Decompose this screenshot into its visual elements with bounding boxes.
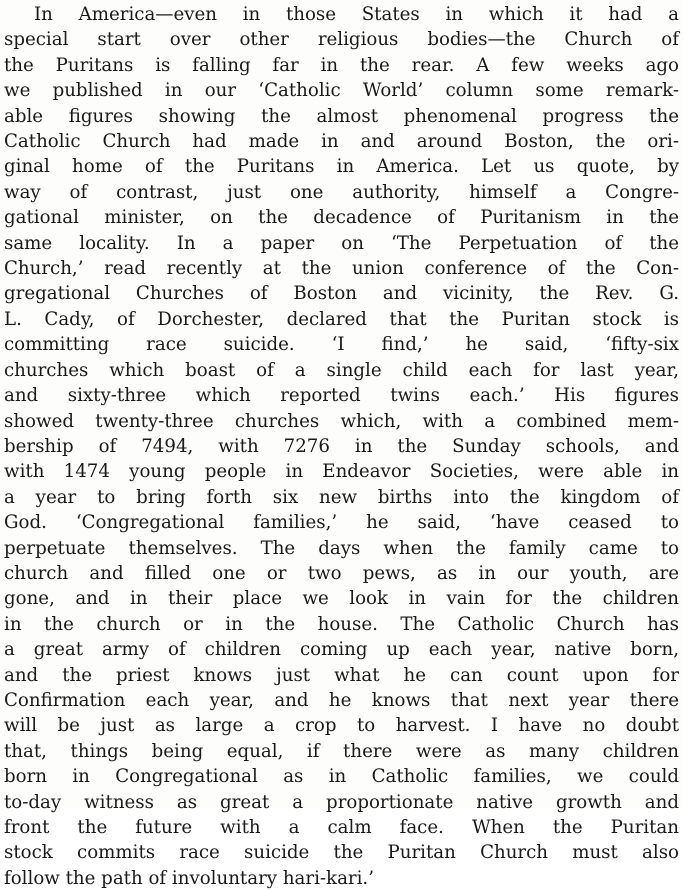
text-line: God. ‘Congregational families,’ he said, ‘have ceased to — [4, 512, 679, 534]
text-line: special start over other religious bodies—the Church of — [4, 29, 679, 51]
text-line: that, things being equal, if there were as many children — [4, 740, 679, 762]
text-line: born in Congregational as in Catholic families, we could — [4, 766, 679, 788]
text-line: with 1474 young people in Endeavor Societies, were able in — [4, 461, 679, 483]
text-line: a year to bring forth six new births into the kingdom of — [4, 486, 679, 508]
text-line: committing race suicide. ‘I find,’ he said, ‘fifty-six — [4, 334, 679, 356]
article-paragraph — [4, 2, 679, 891]
text-line: able figures showing the almost phenomenal progress the — [4, 105, 679, 127]
text-line: to-day witness as great a proportionate native growth and — [4, 791, 679, 813]
text-line: follow the path of involuntary hari-kari.’ — [4, 867, 374, 889]
text-line: showed twenty-three churches which, with a combined mem- — [4, 410, 679, 432]
text-line: gational minister, on the decadence of Puritanism in the — [4, 207, 679, 229]
text-line: In America—even in those States in which it had a — [34, 4, 679, 25]
text-line: front the future with a calm face. When the Puritan — [4, 817, 679, 838]
text-line: gone, and in their place we look in vain for the children — [4, 588, 679, 610]
text-line: stock commits race suicide the Puritan Church must also — [4, 842, 679, 864]
text-line: church and filled one or two pews, as in our youth, are — [4, 562, 679, 584]
text-line: gregational Churches of Boston and vicinity, the Rev. G. — [4, 283, 679, 305]
text-line: Church,’ read recently at the union conference of the Con- — [4, 258, 679, 280]
text-line: bership of 7494, with 7276 in the Sunday schools, and — [4, 435, 679, 457]
text-line: Confirmation each year, and he knows that next year there — [4, 689, 679, 711]
text-line: L. Cady, of Dorchester, declared that the Puritan stock is — [4, 308, 679, 330]
text-line: ginal home of the Puritans in America. Let us quote, by — [4, 156, 679, 178]
text-line: the Puritans is falling far in the rear. A few weeks ago — [4, 54, 679, 76]
text-line: and the priest knows just what he can count upon for — [4, 664, 679, 686]
text-line: will be just as large a crop to harvest. I have no doubt — [4, 715, 679, 737]
text-line: same locality. In a paper on ‘The Perpetuation of the — [4, 232, 679, 254]
text-line: in the church or in the house. The Catholic Church has — [4, 613, 679, 635]
text-line: and sixty-three which reported twins each.’ His figures — [4, 385, 679, 407]
text-line: we published in our ‘Catholic World’ column some remark- — [4, 80, 679, 102]
text-line: Catholic Church had made in and around Boston, the ori- — [4, 131, 679, 153]
text-line: a great army of children coming up each year, native born, — [4, 639, 679, 661]
text-line: way of contrast, just one authority, himself a Congre- — [4, 181, 679, 203]
text-line: churches which boast of a single child each for last year, — [4, 359, 679, 381]
text-line: perpetuate themselves. The days when the family came to — [4, 537, 679, 559]
